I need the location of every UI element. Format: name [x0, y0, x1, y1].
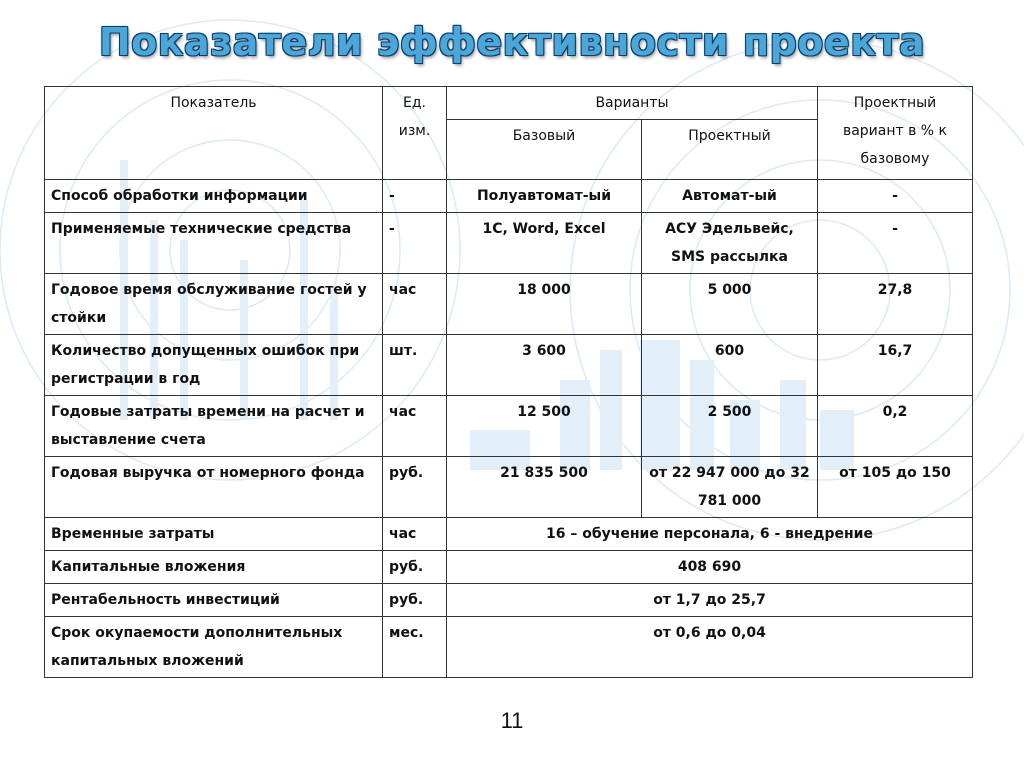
- cell-project: АСУ Эдельвейс, SMS рассылка: [642, 213, 818, 274]
- cell-unit: -: [383, 213, 447, 274]
- cell-unit: час: [383, 396, 447, 457]
- cell-unit: час: [383, 518, 447, 551]
- header-project: Проектный: [642, 120, 818, 180]
- cell-unit: -: [383, 180, 447, 213]
- table-row: [45, 180, 973, 213]
- table-row: [45, 335, 973, 396]
- cell-indicator: Применяемые технические средства: [45, 213, 383, 274]
- table-row: [45, 617, 973, 678]
- cell-indicator: Срок окупаемости дополнительных капитальных вложений: [45, 617, 383, 678]
- cell-ratio: 16,7: [818, 335, 973, 396]
- cell-unit: руб.: [383, 457, 447, 518]
- cell-ratio: от 105 до 150: [818, 457, 973, 518]
- table-row: [45, 274, 973, 335]
- cell-merged-value: 408 690: [447, 551, 973, 584]
- cell-base: 18 000: [447, 274, 642, 335]
- cell-indicator: Временные затраты: [45, 518, 383, 551]
- cell-base: 12 500: [447, 396, 642, 457]
- cell-indicator: Капитальные вложения: [45, 551, 383, 584]
- cell-unit: руб.: [383, 551, 447, 584]
- header-ratio: Проектный вариант в % к базовому: [818, 87, 973, 180]
- cell-merged-value: от 0,6 до 0,04: [447, 617, 973, 678]
- cell-indicator: Годовые затраты времени на расчет и выставление счета: [45, 396, 383, 457]
- cell-ratio: 0,2: [818, 396, 973, 457]
- cell-project: Автомат-ый: [642, 180, 818, 213]
- cell-ratio: 27,8: [818, 274, 973, 335]
- cell-base: 21 835 500: [447, 457, 642, 518]
- efficiency-table: [44, 86, 973, 678]
- header-unit: Ед. изм.: [383, 87, 447, 180]
- cell-indicator: Годовое время обслуживание гостей у стойки: [45, 274, 383, 335]
- cell-indicator: Количество допущенных ошибок при регистрации в год: [45, 335, 383, 396]
- header-variants: Варианты: [447, 87, 818, 120]
- cell-unit: руб.: [383, 584, 447, 617]
- header-base: Базовый: [447, 120, 642, 180]
- page-number: 11: [500, 708, 524, 733]
- cell-indicator: Годовая выручка от номерного фонда: [45, 457, 383, 518]
- cell-project: 5 000: [642, 274, 818, 335]
- cell-project: от 22 947 000 до 32 781 000: [642, 457, 818, 518]
- table-row: [45, 551, 973, 584]
- cell-merged-value: от 1,7 до 25,7: [447, 584, 973, 617]
- table-row: [45, 518, 973, 551]
- cell-unit: мес.: [383, 617, 447, 678]
- cell-base: 1С, Word, Excel: [447, 213, 642, 274]
- table-row: [45, 213, 973, 274]
- cell-base: Полуавтомат-ый: [447, 180, 642, 213]
- table-row: [45, 396, 973, 457]
- cell-base: 3 600: [447, 335, 642, 396]
- cell-ratio: -: [818, 180, 973, 213]
- cell-unit: шт.: [383, 335, 447, 396]
- cell-project: 600: [642, 335, 818, 396]
- header-indicator: Показатель: [45, 87, 383, 180]
- cell-indicator: Рентабельность инвестиций: [45, 584, 383, 617]
- cell-merged-value: 16 – обучение персонала, 6 - внедрение: [447, 518, 973, 551]
- cell-unit: час: [383, 274, 447, 335]
- cell-indicator: Способ обработки информации: [45, 180, 383, 213]
- table-row: [45, 584, 973, 617]
- page-title: Показатели эффективности проекта: [98, 20, 926, 64]
- cell-ratio: -: [818, 213, 973, 274]
- table-row: [45, 457, 973, 518]
- cell-project: 2 500: [642, 396, 818, 457]
